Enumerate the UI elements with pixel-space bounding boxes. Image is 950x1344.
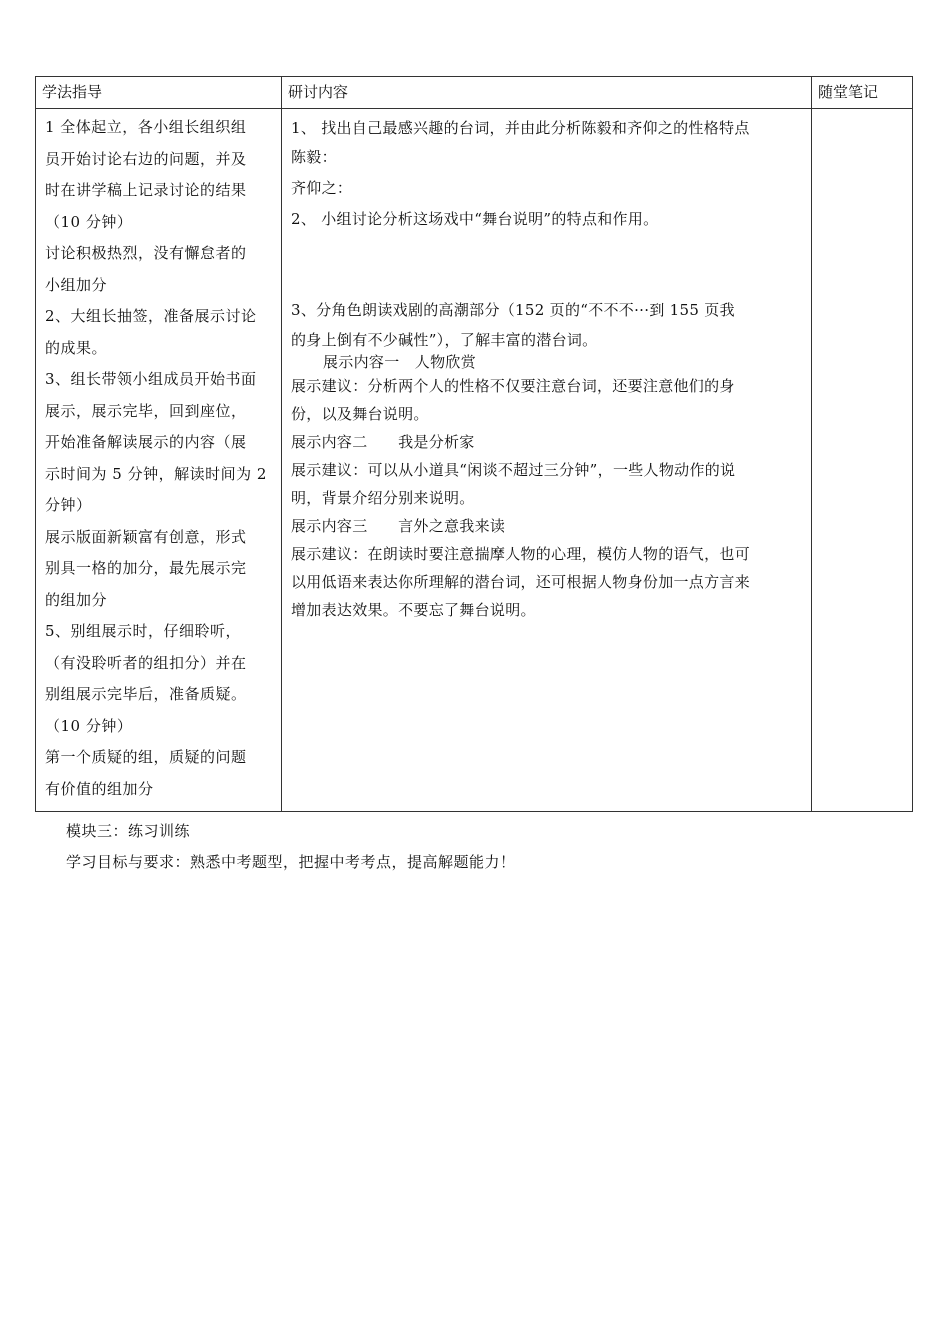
- study-table: [35, 76, 913, 812]
- guide-line: 小组加分: [45, 275, 108, 294]
- question-3-line-2: 的身上倒有不少碱性”），了解丰富的潜台词。: [291, 331, 598, 349]
- table-header-row: [36, 77, 913, 109]
- question-1: 1、 找出自己最感兴趣的台词，并由此分析陈毅和齐仰之的性格特点: [291, 119, 750, 137]
- guide-line: 的成果。: [45, 338, 108, 357]
- study-guide-cell: [36, 109, 282, 812]
- discussion-content-cell: [282, 109, 812, 812]
- guide-line: （10 分钟）: [45, 212, 133, 231]
- answer-space: [291, 235, 805, 265]
- showcase-2-advice: 展示建议：可以从小道具“闲谈不超过三分钟”，一些人物动作的说: [291, 461, 736, 479]
- guide-line: 分钟）: [45, 496, 92, 514]
- showcase-2-advice: 明，背景介绍分别来说明。: [291, 489, 475, 507]
- module-heading: 模块三：练习训练: [66, 822, 191, 840]
- guide-line: （10 分钟）: [45, 716, 133, 735]
- header-discussion-content: 研讨内容: [282, 77, 812, 109]
- answer-qiyangzhi-label: 齐仰之：: [291, 179, 353, 197]
- guide-line: 别组展示完毕后，准备质疑。: [45, 685, 247, 703]
- showcase-1-advice: 份，以及舞台说明。: [291, 405, 429, 423]
- guide-line: 展示版面新颖富有创意，形式: [45, 527, 247, 546]
- guide-line: 有价值的组加分: [45, 779, 154, 798]
- guide-line: 第一个质疑的组，质疑的问题: [45, 748, 247, 766]
- header-class-notes: 随堂笔记: [812, 77, 913, 109]
- guide-line: 时在讲学稿上记录讨论的结果: [45, 181, 247, 199]
- guide-line: 别具一格的加分，最先展示完: [45, 559, 247, 577]
- guide-line: 3、组长带领小组成员开始书面: [45, 370, 257, 388]
- showcase-2-title: 展示内容二 我是分析家: [291, 433, 475, 451]
- answer-space: [291, 265, 805, 295]
- guide-line: 员开始讨论右边的问题，并及: [45, 149, 247, 168]
- showcase-3-advice: 增加表达效果。不要忘了舞台说明。: [291, 601, 536, 619]
- guide-line: 1 全体起立，各小组长组织组: [45, 118, 247, 136]
- showcase-1-title: 展示内容一 人物欣赏: [323, 353, 477, 371]
- showcase-1-advice: 展示建议：分析两个人的性格不仅要注意台词，还要注意他们的身: [291, 377, 735, 395]
- learning-goal: 学习目标与要求：熟悉中考题型，把握中考考点，提高解题能力！: [66, 853, 516, 871]
- question-3-line-1: 3、分角色朗读戏剧的高潮部分（152 页的“不不不···到 155 页我: [291, 301, 735, 319]
- guide-line: 讨论积极热烈，没有懈怠者的: [45, 244, 247, 262]
- guide-line: 5、别组展示时，仔细聆听，: [45, 622, 242, 640]
- showcase-3-advice: 展示建议：在朗读时要注意揣摩人物的心理，模仿人物的语气，也可: [291, 545, 751, 563]
- question-2: 2、 小组讨论分析这场戏中“舞台说明”的特点和作用。: [291, 210, 659, 228]
- showcase-3-advice: 以用低语来表达你所理解的潜台词，还可根据人物身份加一点方言来: [291, 573, 751, 591]
- answer-chenyi-label: 陈毅：: [291, 148, 337, 166]
- showcase-3-title: 展示内容三 言外之意我来读: [291, 517, 506, 535]
- guide-line: 示时间为 5 分钟，解读时间为 2: [45, 464, 267, 483]
- guide-line: 开始准备解读展示的内容（展: [45, 433, 247, 451]
- guide-line: 展示，展示完毕，回到座位，: [45, 401, 247, 420]
- header-study-guide: 学法指导: [36, 77, 282, 109]
- table-body-row: [36, 109, 913, 812]
- guide-line: 2、大组长抽签，准备展示讨论: [45, 307, 257, 325]
- guide-line: （有没聆听者的组扣分）并在: [45, 653, 247, 672]
- class-notes-cell: [812, 109, 913, 812]
- guide-line: 的组加分: [45, 590, 108, 609]
